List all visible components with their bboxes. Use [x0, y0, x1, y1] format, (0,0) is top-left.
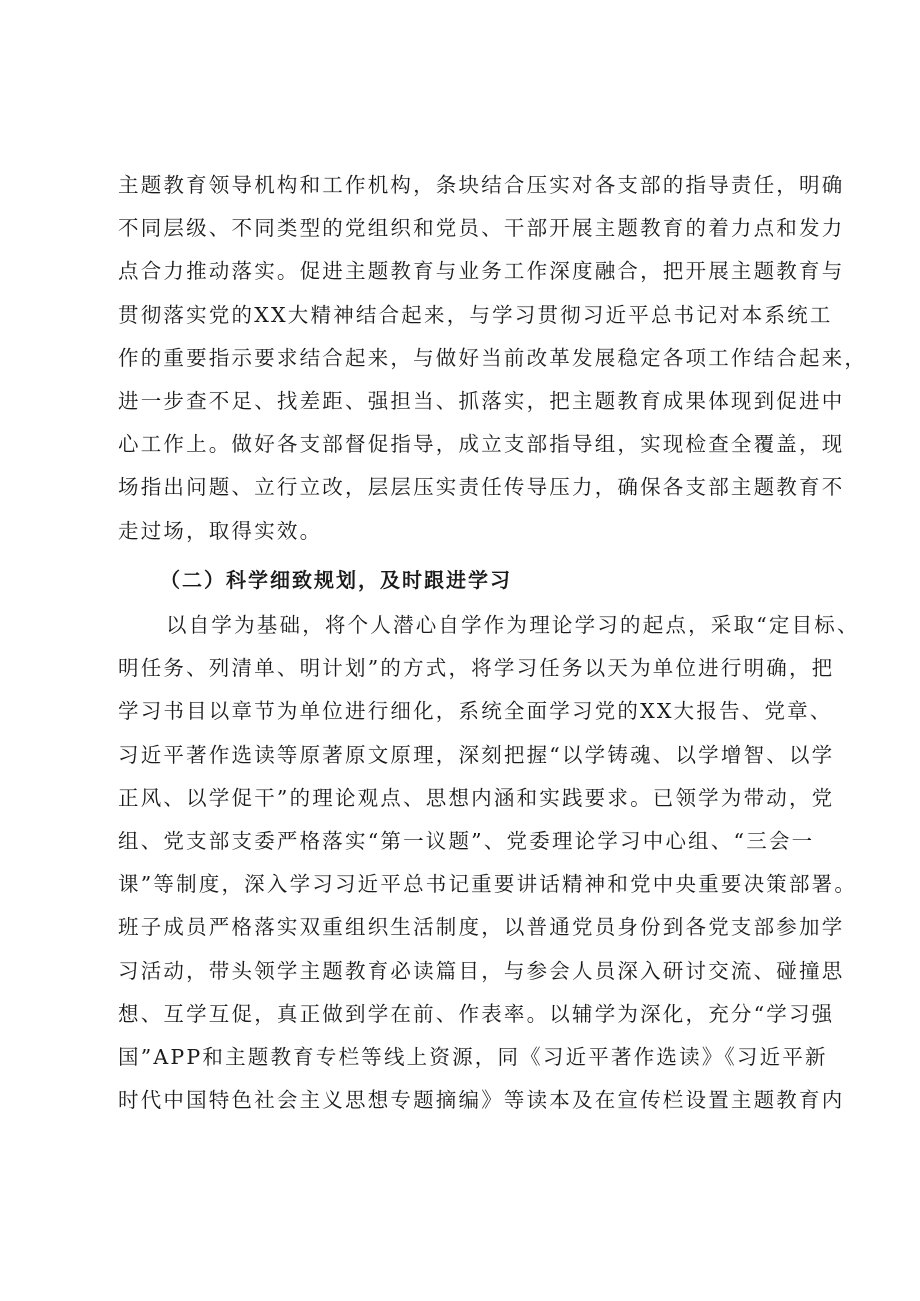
- paragraph-line: 习近平著作选读等原著原文原理，深刻把握“以学铸魂、以学增智、以学: [118, 742, 835, 767]
- paragraph-line: 习活动，带头领学主题教育必读篇目，与参会人员深入研讨交流、碰撞思: [118, 958, 845, 983]
- paragraph-line: 时代中国特色社会主义思想专题摘编》等读本及在宣传栏设置主题教育内: [118, 1088, 845, 1113]
- paragraph-line: 心工作上。做好各支部督促指导，成立支部指导组，实现检查全覆盖，现: [118, 432, 845, 457]
- paragraph-line: 场指出问题、立行立改，层层压实责任传导压力，确保各支部主题教育不: [118, 475, 845, 500]
- section-heading: （二）科学细致规划，及时跟进学习: [160, 568, 512, 592]
- paragraph-line: 学习书目以章节为单位进行细化，系统全面学习党的XX大报告、党章、: [118, 699, 833, 724]
- paragraph-line: 明任务、列清单、明计划”的方式，将学习任务以天为单位进行明确，把: [118, 656, 835, 681]
- paragraph-line: 走过场，取得实效。: [118, 518, 323, 543]
- paragraph-line: 正风、以学促干”的理论观点、思想内涵和实践要求。已领学为带动，党: [118, 785, 835, 810]
- paragraph-line: 作的重要指示要求结合起来，与做好当前改革发展稳定各项工作结合起来，: [118, 345, 868, 370]
- paragraph-line: 国”APP和主题教育专栏等线上资源，同《习近平著作选读》《习近平新: [118, 1044, 828, 1069]
- paragraph-line: 主题教育领导机构和工作机构，条块结合压实对各支部的指导责任，明确: [118, 173, 845, 197]
- paragraph-line: 点合力推动落实。促进主题教育与业务工作深度融合，把开展主题教育与: [118, 259, 845, 284]
- paragraph-2: [118, 604, 860, 1122]
- paragraph-1: [118, 164, 868, 553]
- paragraph-line: 进一步查不足、找差距、强担当、抓落实，把主题教育成果体现到促进中: [118, 388, 845, 413]
- paragraph-line: 贯彻落实党的XX大精神结合起来，与学习贯彻习近平总书记对本系统工: [118, 302, 833, 327]
- paragraph-line: 课”等制度，深入学习习近平总书记重要讲话精神和党中央重要决策部署。: [118, 872, 858, 897]
- paragraph-line: 想、互学互促，真正做到学在前、作表率。以辅学为深化，充分“学习强: [118, 1001, 835, 1026]
- paragraph-line: 组、党支部支委严格落实“第一议题”、党委理论学习中心组、“三会一: [118, 828, 815, 853]
- paragraph-line: 班子成员严格落实双重组织生活制度，以普通党员身份到各党支部参加学: [118, 915, 845, 940]
- paragraph-line: 以自学为基础，将个人潜心自学作为理论学习的起点，采取“定目标、: [166, 613, 860, 637]
- paragraph-line: 不同层级、不同类型的党组织和党员、干部开展主题教育的着力点和发力: [118, 216, 845, 241]
